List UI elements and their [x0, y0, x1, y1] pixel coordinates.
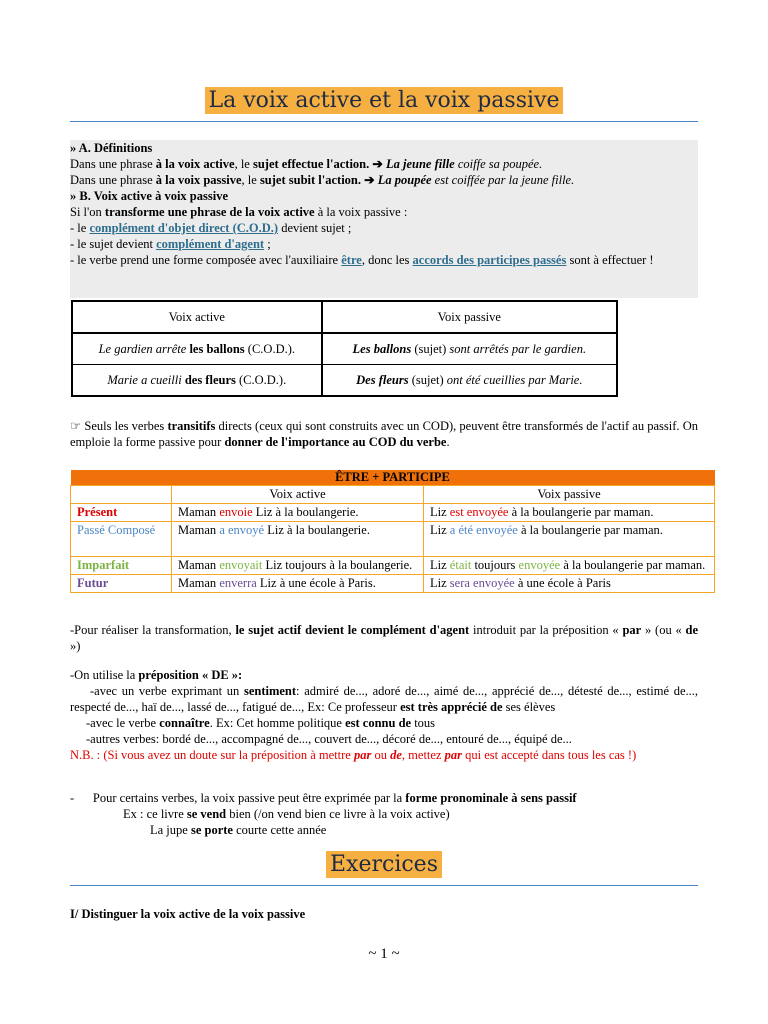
- example-passive-1: Les ballons (sujet) sont arrêtés par le gardien.: [322, 333, 617, 365]
- tense-label: Présent: [71, 504, 172, 522]
- example-passive-2: Des fleurs (sujet) ont été cueillies par Marie.: [322, 365, 617, 397]
- exercises-title: Exercices: [0, 852, 768, 877]
- tense-label: Passé Composé: [71, 522, 172, 557]
- page-title: La voix active et la voix passive: [0, 88, 768, 113]
- rule-verb: - le verbe prend une forme composée avec l'auxiliaire être, donc les accords des participes passés sont à effectuer !: [70, 253, 654, 267]
- tense-label: Futur: [71, 575, 172, 593]
- col-active: Voix active: [172, 486, 424, 504]
- accords-link[interactable]: accords des participes passés: [412, 253, 567, 267]
- definition-active: Dans une phrase à la voix active, le sujet effectue l'action. ➔ La jeune fille coiffe sa poupée.: [70, 157, 543, 171]
- definitions-section: [70, 140, 698, 268]
- exercises-rule: [70, 885, 698, 886]
- pronominal-section: - Pour certains verbes, la voix passive peut être exprimée par la forme pronominale à sens passif Ex : ce livre se vend bien (/on vend bien ce livre à la voix active) La jupe se porte courte cette année: [70, 791, 577, 837]
- row-imparfait: Imparfait Maman envoyait Liz toujours à la boulangerie. Liz était toujours envoyée à la boulangerie par maman.: [71, 557, 715, 575]
- table-header-etre-participe: ÊTRE + PARTICIPE: [71, 470, 715, 486]
- de-section: -On utilise la préposition « DE »: -avec un verbe exprimant un sentiment: admiré de..., adoré de..., aimé de..., apprécié de..., détesté de..., estimé de..., respecté de..., haï de..., lassé de..., fatigué de..., Ex: Ce professeur est très apprécié de ses élèves -avec le verbe connaître. Ex: Cet homme politique est connu de tous -autres verbes: bordé de..., accompagné de..., couvert de..., décoré de..., entouré de..., équipé de... N.B. : (Si vous avez un doute sur la préposition à mettre par ou de, mettez par qui est accepté dans tous les cas !): [70, 668, 698, 762]
- tense-label: Imparfait: [71, 557, 172, 575]
- nb-note: N.B. : (Si vous avez un doute sur la préposition à mettre par ou de, mettez par qui est accepté dans tous les cas !): [70, 748, 637, 762]
- page-number: ~ 1 ~: [368, 946, 400, 962]
- title-rule: [70, 121, 698, 122]
- definition-passive: Dans une phrase à la voix passive, le sujet subit l'action. ➔ La poupée est coiffée par la jeune fille.: [70, 173, 575, 187]
- col-voix-active: Voix active: [72, 301, 322, 333]
- agent-paragraph: -Pour réaliser la transformation, le sujet actif devient le complément d'agent introduit par la préposition « par » (ou « de »): [70, 623, 699, 653]
- section-a-heading: » A. Définitions: [70, 141, 153, 155]
- etre-link[interactable]: être: [341, 253, 362, 267]
- section-b-intro: Si l'on transforme une phrase de la voix active à la voix passive :: [70, 205, 408, 219]
- agent-link[interactable]: complément d'agent: [156, 237, 265, 251]
- row-present: Présent Maman envoie Liz à la boulangerie. Liz est envoyée à la boulangerie par maman.: [71, 504, 715, 522]
- example-active-1: Le gardien arrête les ballons (C.O.D.).: [72, 333, 322, 365]
- transitive-note: ☞ Seuls les verbes transitifs directs (ceux qui sont construits avec un COD), peuvent être transformés de l'actif au passif. On emploie la forme passive pour donner de l'importance au COD du verbe.: [70, 419, 698, 449]
- exercise-1-heading: I/ Distinguer la voix active de la voix passive: [70, 907, 306, 921]
- rule-cod: - le complément d'objet direct (C.O.D.) devient sujet ;: [70, 221, 352, 235]
- example-active-2: Marie a cueilli des fleurs (C.O.D.).: [72, 365, 322, 397]
- section-b-heading: » B. Voix active à voix passive: [70, 189, 228, 203]
- rule-subject: - le sujet devient complément d'agent ;: [70, 237, 271, 251]
- col-passive: Voix passive: [424, 486, 715, 504]
- row-passe-compose: Passé Composé Maman a envoyé Liz à la boulangerie. Liz a été envoyée à la boulangerie par maman.: [71, 522, 715, 557]
- conjugation-table: [70, 470, 715, 593]
- cod-link[interactable]: complément d'objet direct (C.O.D.): [89, 221, 279, 235]
- col-voix-passive: Voix passive: [322, 301, 617, 333]
- examples-table: [71, 300, 618, 397]
- row-futur: Futur Maman enverra Liz à une école à Paris. Liz sera envoyée à une école à Paris: [71, 575, 715, 593]
